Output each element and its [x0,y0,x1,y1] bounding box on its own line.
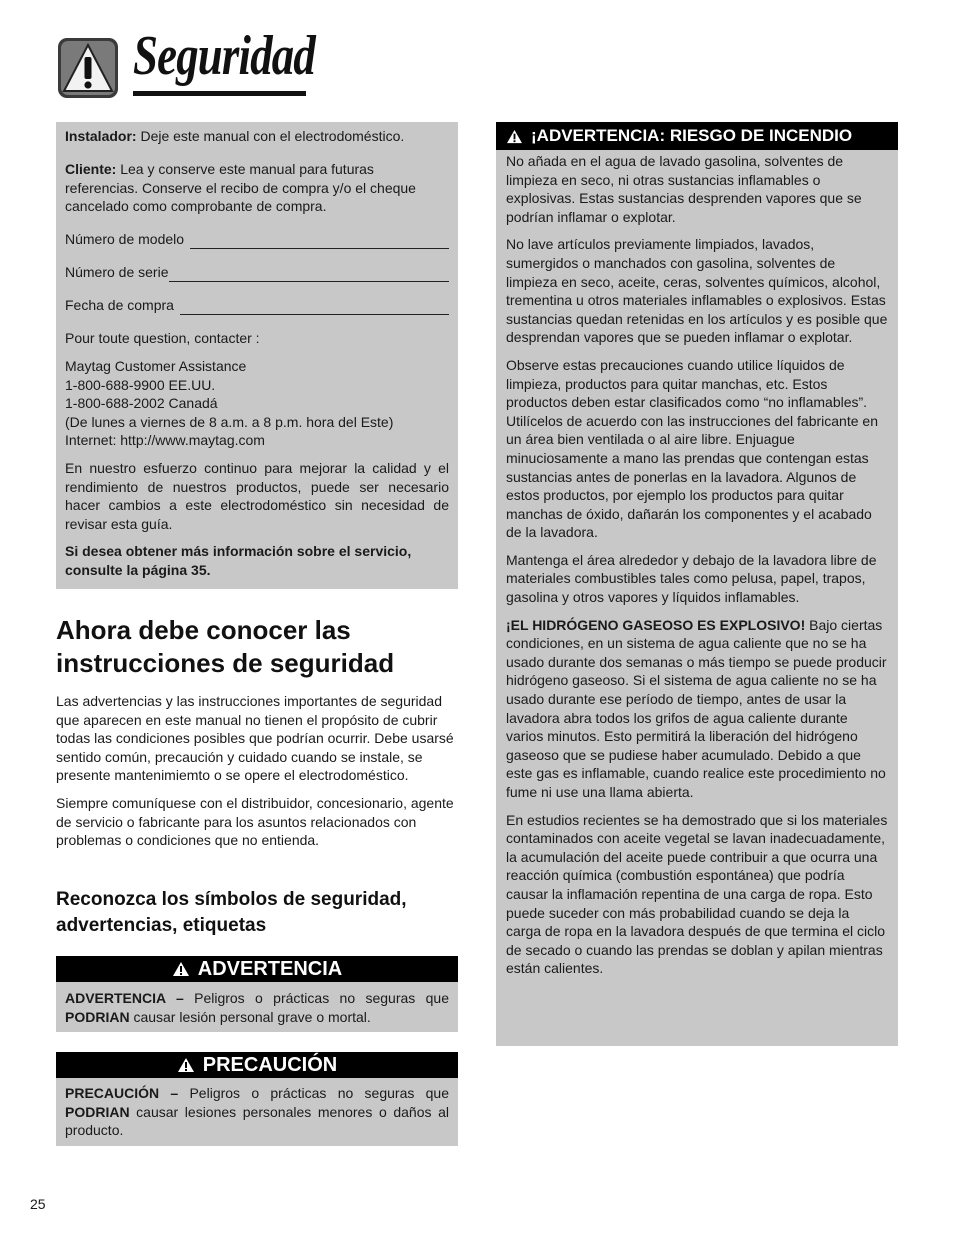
fire-paragraph: Mantenga el área alrededor y debajo de la lavadora libre de materiales combustibles tales como pelusa, papel, trapos, gasolina y otros vapores y líquidos inflamables. [506,551,877,606]
section-heading: Ahora debe conocer las instrucciones de seguridad [56,615,395,678]
warning-triangle-icon [172,961,190,977]
warning-triangle-icon [177,1057,195,1073]
caution-banner: PRECAUCIÓN [56,1052,458,1078]
contact-block: Maytag Customer Assistance 1-800-688-9900 EE.UU. 1-800-688-2002 Canadá (De lunes a viernes de 8 a.m. a 8 p.m. hora del Este) Internet: http://www.maytag.com [65,357,449,450]
maytag-website: Internet: http://www.maytag.com [65,432,265,449]
intro-paragraph: Siempre comuníquese con el distribuidor, concesionario, agente de servicio o fabricante para los asuntos relacionados con problemas o condiciones que no entienda. [56,794,454,849]
contact-intro: Pour toute question, contacter : [65,330,260,346]
title-underline [133,91,306,96]
page-title: Seguridad [133,25,315,87]
improvement-note: En nuestro esfuerzo continuo para mejorar la calidad y el rendimiento de nuestros productos, puede ser necesario hacer cambios a este electrodoméstico sin necesidad de revisar esta guía. [65,460,449,532]
fire-paragraph: En estudios recientes se ha demostrado que si los materiales contaminados con aceite vegetal se lavan inadecuadamente, la acumulación del aceite puede contribuir a que ocurra una reacción química (combustión espontánea) que podría causar la inflamación repentina de una carga de ropa. Esto puede suceder con más probabilidad cuando se deja la carga de ropa en la lavadora después de que termina el ciclo de secado o cuando las prendas se doblan y apilan mientras están calientes. [506,811,888,977]
purchase-date-field: Fecha de compra [65,296,449,315]
warning-triangle-icon [506,129,523,144]
intro-paragraph: Las advertencias y las instrucciones importantes de seguridad que aparecen en este manual no tienen el propósito de cubrir todas las condiciones posibles que podrían ocurrir. Debe usarsé sentido común, precaución y cuidado cuando se instale, se presente mantenimiemto o se opere el electrodoméstico. [56,693,454,784]
caution-signal-box [56,1052,458,1146]
fire-warning-text [496,150,898,978]
client-note: Cliente: Lea y conserve este manual para futuras referencias. Conserve el recibo de compra y/o el cheque cancelado como comprobante de compra. [65,161,416,215]
fire-paragraph: Observe estas precauciones cuando utilice líquidos de limpieza, productos para quitar manchas, etc. Estos productos deben estar clasificados como “no inflamables”. Utilícelos de acuerdo con las instrucciones del fabricante en un área bien ventilada o al aire libre. Enjuague minuciosamente a mano las prendas que contengan estas sustancias antes de ponerlas en la lavadora. Algunos de estos productos, por ejemplo los productos para quitar manchas de óxido, dañarán los componentes y el acabado de la lavadora. [506,356,878,541]
owner-info-box [56,122,458,589]
intro-body [56,692,458,850]
caution-definition: PRECAUCIÓN – Peligros o prácticas no seguras que PODRIAN causar lesiones personales menores o daños al producto. [65,1085,449,1139]
installer-note: Instalador: Deje este manual con el electrodoméstico. [65,128,405,144]
fire-hazard-warning-box [496,122,898,1046]
warning-definition: ADVERTENCIA – Peligros o prácticas no seguras que PODRIAN causar lesión personal grave o mortal. [65,990,449,1025]
subsection-heading: Reconozca los símbolos de seguridad, advertencias, etiquetas [56,889,407,936]
fire-warning-banner: ¡ADVERTENCIA: RIESGO DE INCENDIO [496,122,898,150]
fire-paragraph: No lave artículos previamente limpiados, lavados, sumergidos o manchados con gasolina, solventes de limpieza en seco, aceite, ceras, solventes químicos, alcohol, trementina u otros materiales inflamables o explosivos. Estas sustancias quedan retenidas en los artículos y es posible que desprendan vapores que se pueden inflamar o explotar. [506,236,888,346]
fire-paragraph: No añada en el agua de lavado gasolina, solventes de limpieza en seco, ni otras sustancias inflamables o explosivas. Estas sustancias desprenden vapores que se podrían inflamar o explotar. [506,153,862,225]
warning-signal-box [56,956,458,1032]
hydrogen-paragraph: ¡EL HIDRÓGENO GASEOSO ES EXPLOSIVO! Bajo ciertas condiciones, en un sistema de agua caliente que no se ha usado durante dos semanas o más tiempo se puede producir hidrógeno gaseoso. Si el sistema de agua caliente no se ha usado durante ese período de tiempo, antes de usar la lavadora abra todos los grifos de agua caliente durante varios minutos. Esto permitirá la liberación del hidrógeno gaseoso que se pudiese haber acumulado. Debido a que este gas es inflamable, cuando realice este procedimiento no fume ni use una llama abierta. [506,616,887,800]
service-note: Si desea obtener más información sobre el servicio, consulte la página 35. [65,543,412,578]
warning-triangle-icon [57,37,119,99]
warning-banner: ADVERTENCIA [56,956,458,982]
model-number-field: Número de modelo [65,230,449,249]
page-number: 25 [30,1196,46,1212]
serial-number-field: Número de serie [65,263,449,282]
